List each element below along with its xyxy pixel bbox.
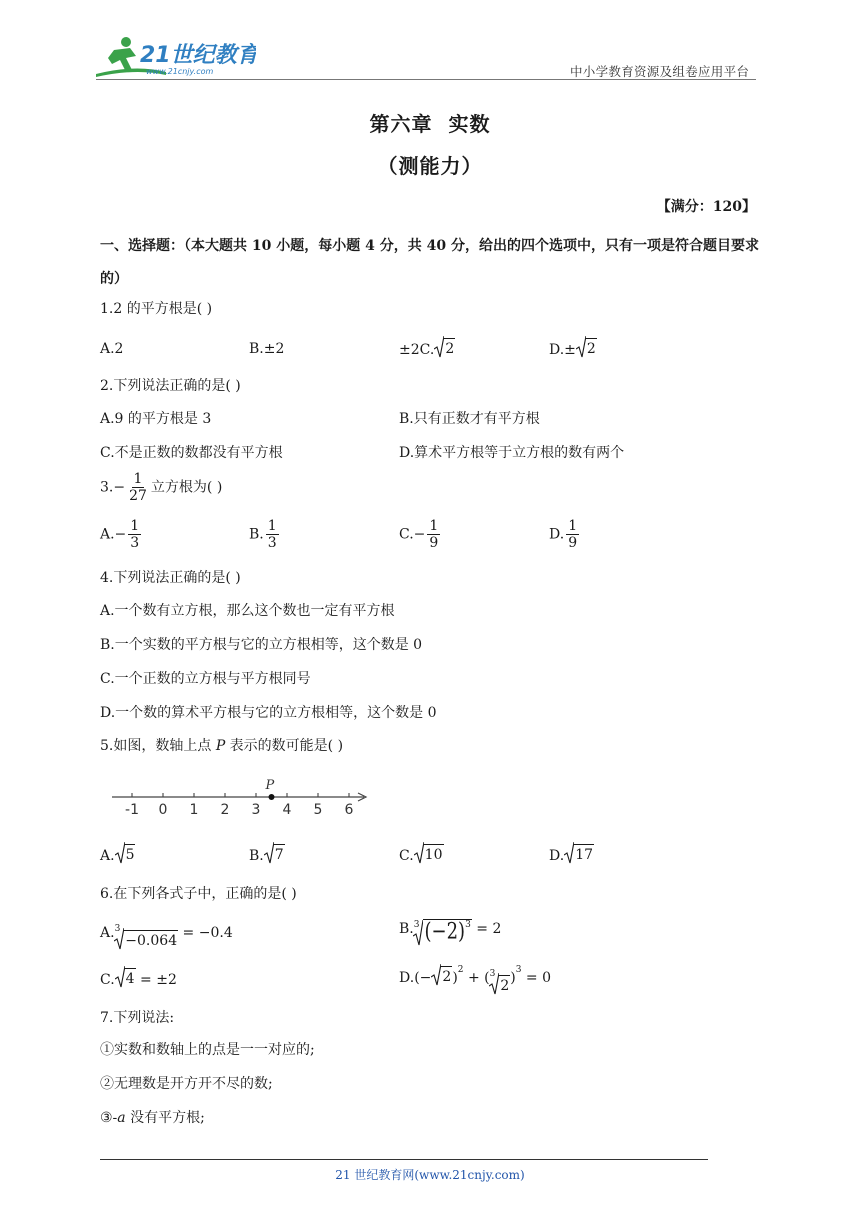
question-6-option-c: C. 4 = ±2 (100, 966, 177, 991)
full-score: 【满分：120】 (656, 199, 756, 215)
question-4-stem: 4.下列说法正确的是( ) (100, 570, 241, 586)
svg-text:21世纪教育: 21世纪教育 (140, 43, 256, 68)
question-7-statement-3: ③-a 没有平方根; (100, 1110, 205, 1126)
question-5-option-b: B. 7 (249, 842, 285, 867)
question-6-stem: 6.在下列各式子中，正确的是( ) (100, 886, 297, 902)
numline-tick-label: 1 (189, 802, 199, 818)
question-1-option-a: A.2 (100, 341, 124, 357)
question-2-option-a: A.9 的平方根是 3 (100, 411, 212, 427)
numline-tick-label: -1 (125, 802, 139, 818)
number-line-figure (112, 772, 372, 820)
numline-tick-label: 0 (158, 802, 168, 818)
numline-tick-label: 5 (313, 802, 323, 818)
number-line-svg (112, 772, 372, 820)
numline-tick-label: 6 (344, 802, 354, 818)
question-3-option-d: D. $\frac{1}{9}$ (549, 518, 578, 551)
page-subtitle: （测能力） (377, 154, 483, 178)
question-3-stem: 3.− $\frac{1}{27}$ 立方根为( ) (100, 471, 223, 504)
footer-text: 21 世纪教育网(www.21cnjy.com) (335, 1168, 525, 1182)
platform-name: 中小学教育资源及组卷应用平台 (570, 64, 750, 79)
question-1-option-c: ±2C. 2 (399, 336, 455, 361)
section-heading: 一、选择题：（本大题共 10 小题，每小题 4 分，共 40 分，给出的四个选项中，只有一项是符合题目要求的） (100, 238, 759, 287)
question-1-stem: 1.2 的平方根是( ) (100, 301, 213, 317)
question-5-option-c: C. 10 (399, 842, 444, 867)
question-7-stem: 7.下列说法: (100, 1010, 175, 1026)
question-6-option-d: D.(− 2 )$^2$ + ( 3 2 )$^3$ = 0 (399, 965, 552, 994)
question-4-option-b: B.一个实数的平方根与它的立方根相等，这个数是 0 (100, 637, 423, 653)
footer-divider (100, 1159, 708, 1160)
question-4-option-a: A.一个数有立方根，那么这个数也一定有平方根 (100, 603, 395, 619)
question-3-option-c: C.− $\frac{1}{9}$ (399, 518, 439, 551)
question-6-option-a: A. 3 −0.064 = −0.4 (100, 924, 233, 949)
numline-point-label: P (265, 778, 275, 793)
question-1-option-d: D.± 2 (549, 336, 597, 361)
brand-logo (96, 34, 256, 78)
question-2-stem: 2.下列说法正确的是( ) (100, 378, 241, 394)
numline-tick-label: 3 (251, 802, 261, 818)
numline-tick-label: 4 (282, 802, 292, 818)
question-7-statement-2: ②无理数是开方开不尽的数; (100, 1076, 273, 1092)
header-divider (96, 79, 756, 80)
question-7-statement-1: ①实数和数轴上的点是一一对应的; (100, 1042, 315, 1058)
question-4-option-c: C.一个正数的立方根与平方根同号 (100, 671, 311, 687)
runner-logo-icon (96, 34, 256, 78)
question-3-option-b: B. $\frac{1}{3}$ (249, 518, 277, 551)
question-1-option-b: B.±2 (249, 341, 285, 357)
question-2-option-c: C.不是正数的数都没有平方根 (100, 445, 283, 461)
question-2-option-d: D.算术平方根等于立方根的数有两个 (399, 445, 625, 461)
question-2-option-b: B.只有正数才有平方根 (399, 411, 540, 427)
question-3-option-a: A.− $\frac{1}{3}$ (100, 518, 140, 551)
question-5-option-a: A. 5 (100, 842, 135, 867)
question-5-option-d: D. 17 (549, 842, 594, 867)
numline-point-p (269, 794, 275, 800)
question-6-option-b: B. 3 $(-2)^3$ = 2 (399, 918, 502, 945)
page-title: 第六章 实数 (369, 112, 491, 136)
question-5-stem: 5.如图，数轴上点 P 表示的数可能是( ) (100, 738, 344, 754)
question-4-option-d: D.一个数的算术平方根与它的立方根相等，这个数是 0 (100, 705, 437, 721)
numline-tick-label: 2 (220, 802, 230, 818)
svg-text:www.21cnjy.com: www.21cnjy.com (146, 67, 214, 76)
